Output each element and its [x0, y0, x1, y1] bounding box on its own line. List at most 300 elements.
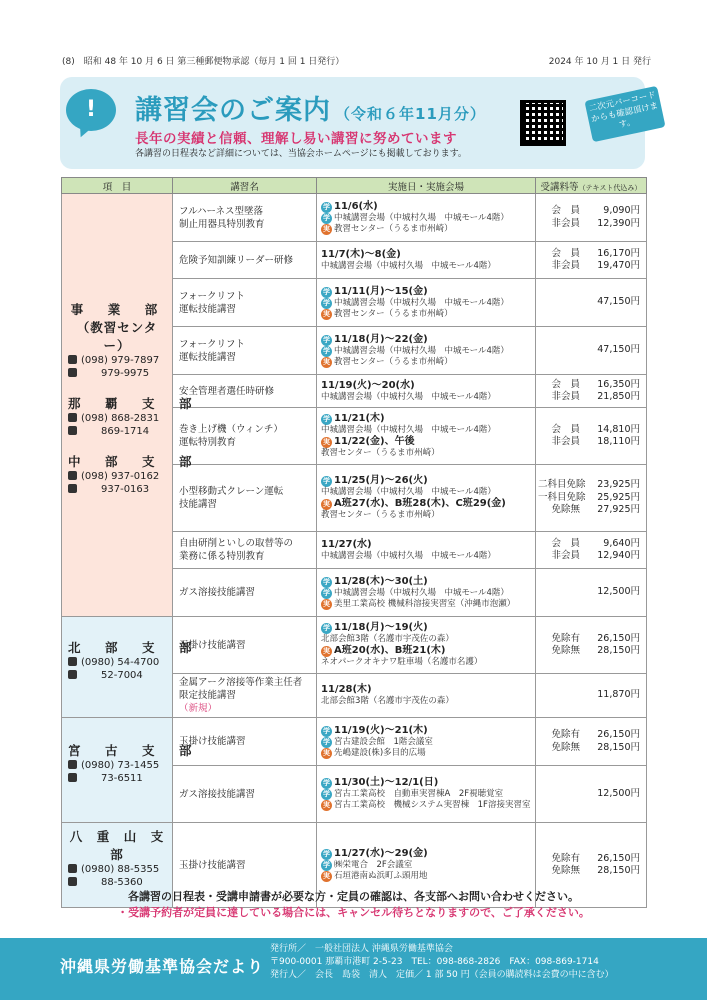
date2-text: A班20(水)、B班21(木) [334, 645, 446, 656]
qr-code[interactable] [520, 100, 566, 146]
venue-text: 中城講習会場（中城村久場 中城モール4階） [321, 425, 496, 435]
venue2-text: 先嶋建設(株)多目的広場 [334, 747, 426, 758]
date-line [321, 684, 531, 696]
jitsu-icon: 実 [323, 872, 330, 880]
venue2-text: 教習センター（うるま市州崎） [321, 510, 440, 520]
date-line [321, 539, 531, 551]
page-header [62, 52, 651, 68]
title-sub: （令和６年11月分） [335, 105, 486, 123]
tel-number: (098) 937-0162 [81, 471, 160, 482]
fee-value: 47,150円 [597, 296, 640, 308]
date-venue [317, 408, 536, 465]
venue-text: 宮古建設会館 1階会議室 [334, 736, 433, 747]
title-main: 講習会のご案内 [135, 95, 331, 126]
qr-tag: 二次元バーコードからも確認頂けます。 [584, 86, 665, 142]
fee-cell [536, 242, 647, 279]
tel-number: (098) 868-2831 [81, 413, 160, 424]
tel-line [68, 470, 166, 483]
fax-number: 73-6511 [101, 773, 143, 784]
fee-row [538, 218, 640, 231]
table-row [62, 194, 647, 242]
fax-icon [68, 877, 77, 886]
fee-cell [536, 375, 647, 408]
venue-text: 中城講習会場（中城村久場 中城モール4階） [334, 212, 509, 223]
course-line: 運転特別教育 [179, 437, 237, 448]
dept-name: 八 重 山 支 部 [69, 829, 178, 862]
fee-value: 28,150円 [597, 865, 640, 876]
course-name [173, 279, 317, 327]
fee-label: 会 員 [551, 423, 580, 435]
fee-value: 9,640円 [603, 537, 640, 549]
fee-row [538, 550, 640, 563]
jitsu-icon: 実 [323, 357, 330, 366]
fee-row [538, 436, 640, 449]
fax-line [68, 425, 166, 438]
venue-line [321, 789, 531, 800]
fee-label: 非会員 [551, 550, 580, 561]
gaku-icon: 学 [323, 588, 330, 597]
gaku-icon: 学 [323, 850, 330, 858]
venue2-text: 教習センター（うるま市州崎） [334, 356, 453, 367]
venue2-line [321, 599, 531, 610]
fee-cell [536, 718, 647, 766]
date-text: 11/18(月)～19(火) [334, 622, 428, 633]
tel-number: (0980) 73-1455 [81, 760, 160, 771]
gaku-icon: 学 [323, 213, 330, 222]
fee-label: 二科目免除 [538, 479, 586, 491]
phone-icon [68, 760, 77, 769]
venue-line [321, 261, 531, 272]
venue-line [321, 634, 531, 645]
date2-line [321, 498, 531, 510]
fee-row [538, 479, 640, 492]
exclamation-bubble-icon: ! [66, 89, 116, 131]
fax-icon [68, 773, 77, 782]
venue2-text: 教習センター（うるま市州崎） [321, 448, 440, 458]
date-venue [317, 617, 536, 674]
fee-row [538, 379, 640, 392]
course-line: 運転技能講習 [179, 303, 237, 315]
tel-line [68, 863, 166, 876]
date-line [321, 622, 531, 634]
date-line [321, 413, 531, 425]
dept-block [68, 300, 166, 380]
gaku-icon: 学 [323, 202, 330, 211]
gaku-icon: 学 [323, 737, 330, 746]
gaku-icon: 学 [323, 298, 330, 307]
venue2-line [321, 871, 531, 882]
fee-value: 12,500円 [597, 787, 640, 799]
fee-label: 免除無 [551, 865, 580, 876]
date-line [321, 777, 531, 789]
fee-value: 16,350円 [597, 378, 640, 390]
date-text: 11/21(木) [334, 413, 385, 424]
phone-icon [68, 864, 77, 873]
course-line: 技能講習 [179, 499, 218, 510]
date-venue [317, 327, 536, 375]
fee-label: 一科目免除 [538, 491, 586, 503]
fee-row [538, 538, 640, 551]
venue-line [321, 213, 531, 224]
tel-number: (0980) 54-4700 [81, 657, 160, 668]
date-line [321, 576, 531, 588]
dept-cell [62, 617, 198, 718]
fee-label: 会 員 [551, 247, 580, 259]
venue2-line [321, 448, 531, 459]
fee-value: 26,150円 [597, 632, 640, 644]
venue2-line [321, 800, 531, 811]
table-row [62, 718, 647, 766]
fax-number: 869-1714 [101, 426, 150, 437]
fax-number: 88-5360 [101, 877, 143, 888]
course-line: 小型移動式クレーン運転 [179, 486, 284, 497]
date-venue [317, 375, 536, 408]
date-line [321, 286, 531, 298]
date-venue [317, 674, 536, 718]
fee-value: 12,390円 [597, 217, 640, 229]
fee-cell [536, 532, 647, 569]
date-text: 11/18(月)～22(金) [334, 333, 428, 345]
fax-icon [68, 670, 77, 679]
course-line: フォークリフト [179, 290, 246, 302]
fax-number: 979-9975 [101, 368, 150, 379]
tel-line [68, 412, 166, 425]
fee-row [538, 205, 640, 218]
venue-line [321, 551, 531, 562]
fee-cell [536, 194, 647, 242]
publication-name: 沖縄県労働基準協会だより [60, 957, 265, 976]
fax-line [68, 367, 166, 380]
venue-line [321, 487, 531, 498]
fee-row [538, 391, 640, 404]
date2-line [321, 436, 531, 448]
fee-value: 16,170円 [597, 247, 640, 259]
schedule-table [61, 177, 647, 908]
fee-value: 27,925円 [597, 504, 640, 516]
course-line: フルハーネス型墜落 [179, 205, 263, 217]
table-row [62, 617, 647, 674]
fee-label: 受講料等 [540, 181, 579, 193]
date-line [321, 249, 531, 261]
date-text: 11/11(月)～15(金) [334, 285, 428, 297]
fee-row [538, 504, 640, 517]
course-name [173, 242, 317, 279]
banner-note: 各講習の日程表など詳細については、当協会ホームページにも掲載しております。 [135, 149, 467, 159]
date-venue [317, 766, 536, 823]
tel-line [68, 656, 166, 669]
fee-value: 28,150円 [597, 741, 640, 753]
date-venue [317, 532, 536, 569]
fax-number: 937-0163 [101, 484, 150, 495]
fee-cell [536, 327, 647, 375]
fee-row [538, 788, 640, 801]
phone-icon [68, 471, 77, 480]
gaku-icon: 学 [323, 335, 330, 344]
dept-block [68, 827, 178, 889]
fee-value: 19,470円 [597, 260, 640, 271]
venue-text: 中城講習会場（中城村久場 中城モール4階） [321, 487, 496, 497]
fee-value: 47,150円 [597, 344, 640, 356]
venue2-line [321, 224, 531, 235]
fee-cell [536, 569, 647, 617]
tel-number: (0980) 88-5355 [81, 864, 160, 875]
venue-line [321, 588, 531, 599]
fee-row [538, 260, 640, 273]
publisher-line: 発行所／ 一般社団法人 沖縄県労働基準協会 [270, 944, 453, 954]
footer-line1: 各講習の日程表・受講申請書が必要な方・定員の確認は、各支部へお問い合わせください。 [128, 890, 579, 903]
fee-value: 11,870円 [597, 689, 640, 701]
fee-label: 会 員 [551, 537, 580, 549]
fee-value: 26,150円 [597, 729, 640, 740]
fee-label: 免除無 [551, 741, 580, 753]
gaku-icon: 学 [323, 346, 330, 355]
fax-number: 52-7004 [101, 670, 143, 681]
header-right: 2024 年 10 月 1 日 発行 [548, 56, 651, 67]
date-line [321, 201, 531, 213]
venue-text: ㈱栄電合 2F会議室 [334, 860, 413, 870]
venue-line [321, 696, 531, 707]
course-line: 玉掛け技能講習 [179, 859, 246, 871]
fee-cell [536, 766, 647, 823]
venue-line [321, 298, 531, 309]
fee-row [538, 296, 640, 309]
fee-label: 免除有 [551, 632, 580, 644]
venue-text: 中城講習会場（中城村久場 中城モール4階） [334, 587, 509, 598]
course-name [173, 465, 317, 532]
footer-line2: ・受講予約者が定員に達している場合には、キャンセル待ちとなりますので、ご了承ください。 [117, 906, 590, 919]
jitsu-icon: 実 [323, 438, 330, 446]
course-line: 安全管理者選任時研修 [179, 385, 275, 397]
fee-value: 21,850円 [597, 391, 640, 402]
course-name [173, 569, 317, 617]
venue2-text: 美里工業高校 機械科溶接実習室（沖縄市泡瀬） [334, 598, 516, 609]
date-text: 11/27(水) [321, 538, 372, 550]
fee-label: 会 員 [551, 378, 580, 390]
fax-icon [68, 484, 77, 493]
venue2-text: ネオパークオキナワ駐車場（名護市名護） [321, 657, 483, 667]
date-text: 11/7(木)～8(金) [321, 248, 401, 260]
venue2-text: 教習センター（うるま市州崎） [334, 223, 453, 234]
course-name [173, 766, 317, 823]
date-venue [317, 242, 536, 279]
venue-text: 北部会館3階（名護市宇茂佐の森） [321, 696, 454, 706]
gaku-icon: 学 [323, 577, 330, 586]
date-venue [317, 194, 536, 242]
venue-text: 中城講習会場（中城村久場 中城モール4階） [321, 260, 496, 271]
course-name [173, 327, 317, 375]
date-text: 11/19(火)～21(木) [334, 724, 428, 736]
dept-name: 中 部 支 部 [68, 454, 198, 469]
jitsu-icon: 実 [323, 309, 330, 318]
fee-row [538, 645, 640, 658]
venue2-line [321, 657, 531, 668]
gaku-icon: 学 [323, 624, 330, 632]
fee-label: 免除無 [551, 645, 580, 656]
subtitle: 長年の実績と信頼、理解し易い講習に努めています [135, 131, 457, 147]
gaku-icon: 学 [323, 726, 330, 735]
fee-row [538, 729, 640, 742]
gaku-icon: 学 [323, 477, 330, 485]
date-text: 11/25(月)～26(火) [334, 475, 428, 486]
course-line: フォークリフト [179, 338, 246, 350]
course-name [173, 617, 317, 674]
course-line: 業務に係る特別教育 [179, 551, 265, 562]
gaku-icon: 学 [323, 415, 330, 423]
venue2-text: 宮古工業高校 機械システム実習棟 1F溶接実習室 [334, 800, 531, 810]
course-line: 制止用器具特別教育 [179, 218, 265, 230]
date-text: 11/30(土)～12/1(日) [334, 777, 439, 788]
date-text: 11/27(水)～29(金) [334, 848, 428, 859]
dept-block [68, 452, 198, 496]
phone-icon [68, 413, 77, 422]
course-line: 玉掛け技能講習 [179, 639, 246, 651]
date-line [321, 334, 531, 346]
fee-cell [536, 279, 647, 327]
dept-name: 事 業 部 [70, 302, 164, 317]
fee-label: 免除無 [551, 504, 580, 516]
bottom-bar [0, 938, 707, 1000]
fee-row [538, 492, 640, 505]
venue2-line [321, 357, 531, 368]
fee-row [538, 633, 640, 646]
gaku-icon: 学 [323, 790, 330, 798]
venue2-line [321, 309, 531, 320]
dept-cell [62, 194, 198, 617]
course-line: 玉掛け技能講習 [179, 736, 246, 747]
gaku-icon: 学 [323, 861, 330, 869]
course-line: 自由研削といしの取替等の [179, 538, 294, 549]
fee-row [538, 689, 640, 702]
date-venue [317, 569, 536, 617]
course-name [173, 532, 317, 569]
date-line [321, 848, 531, 860]
fee-value: 25,925円 [597, 491, 640, 503]
jitsu-icon: 実 [323, 500, 330, 508]
dept-sub: （教習センター） [76, 320, 158, 353]
address-line: 〒900-0001 那覇市港町 2-5-23 TEL：098-868-2826 FAX：098-869-1714 [270, 957, 599, 967]
course-line: 運転技能講習 [179, 351, 237, 363]
jitsu-icon: 実 [323, 224, 330, 233]
fee-label: 非会員 [551, 391, 580, 402]
fax-line [68, 483, 166, 496]
fee-label: 非会員 [551, 260, 580, 271]
dept-block [68, 741, 198, 785]
date-text: 11/28(木)～30(土) [334, 575, 428, 587]
course-line: 限定技能講習 [179, 690, 237, 701]
fee-label: 非会員 [551, 436, 580, 447]
date-text: 11/28(木) [321, 684, 372, 695]
fee-cell [536, 408, 647, 465]
fee-value: 12,500円 [597, 586, 640, 598]
fee-label: 免除有 [551, 852, 580, 864]
fee-label: 非会員 [551, 217, 580, 229]
dept-block [68, 638, 198, 682]
venue2-line [321, 510, 531, 521]
date2-text: A班27(水)、B班28(木)、C班29(金) [334, 498, 506, 509]
col-course: 講習名 [173, 178, 317, 194]
date-venue [317, 279, 536, 327]
course-name [173, 674, 317, 718]
fee-row [538, 586, 640, 599]
venue-line [321, 346, 531, 357]
jitsu-icon: 実 [323, 801, 330, 809]
fee-label: 免除有 [551, 729, 580, 740]
venue-line [321, 425, 531, 436]
tel-number: (098) 979-7897 [81, 355, 160, 366]
dept-block [68, 394, 198, 438]
dept-name: 宮 古 支 部 [68, 743, 198, 758]
fax-icon [68, 368, 77, 377]
header-left: (8) 昭和 48 年 10 月 6 日 第三種郵便物承認（毎月 1 回 1 日発行） [62, 56, 345, 67]
venue-text: 中城講習会場（中城村久場 中城モール4階） [321, 550, 496, 561]
date-line [321, 725, 531, 737]
course-name [173, 718, 317, 766]
phone-icon [68, 355, 77, 364]
venue-line [321, 392, 531, 403]
date-venue [317, 718, 536, 766]
venue-line [321, 737, 531, 748]
date-line [321, 475, 531, 487]
venue-text: 北部会館3階（名護市宇茂佐の森） [321, 634, 454, 644]
fee-value: 12,940円 [597, 550, 640, 561]
fee-value: 23,925円 [597, 479, 640, 491]
table-header-row [62, 178, 647, 194]
tel-line [68, 759, 166, 772]
gaku-icon: 学 [323, 779, 330, 787]
fee-value: 9,090円 [603, 205, 640, 216]
fee-row [538, 865, 640, 878]
date-text: 11/6(水) [334, 200, 378, 212]
course-line: 危険予知訓練リーダー研修 [179, 254, 294, 266]
fee-row [538, 424, 640, 437]
fee-value: 26,150円 [597, 852, 640, 864]
venue2-text: 教習センター（うるま市州崎） [334, 308, 453, 319]
date2-line [321, 645, 531, 657]
date-venue [317, 465, 536, 532]
publisher-info [270, 943, 614, 982]
date-text: 11/19(火)～20(水) [321, 379, 415, 391]
venue-line [321, 860, 531, 871]
fee-cell [536, 617, 647, 674]
fee-cell [536, 674, 647, 718]
venue2-line [321, 748, 531, 759]
fee-row [538, 853, 640, 866]
date-line [321, 380, 531, 392]
fee-value: 28,150円 [597, 645, 640, 656]
fee-value: 18,110円 [597, 436, 640, 447]
course-line: ガス溶接技能講習 [179, 587, 256, 598]
phone-icon [68, 657, 77, 666]
fee-value: 14,810円 [597, 423, 640, 435]
fax-line [68, 669, 166, 682]
course-line: ガス溶接技能講習 [179, 788, 256, 800]
col-item: 項 目 [62, 178, 173, 194]
date2-text: 11/22(金)、午後 [334, 436, 415, 447]
course-line: 金属アーク溶接等作業主任者 [179, 677, 303, 688]
dept-name: 北 部 支 部 [68, 640, 198, 655]
dept-cell [62, 718, 198, 823]
jitsu-icon: 実 [323, 647, 330, 655]
page-title [135, 88, 486, 127]
fax-line [68, 772, 166, 785]
course-line: 巻き上げ機（ウィンチ） [179, 424, 283, 435]
fee-row [538, 248, 640, 261]
fee-note: （テキスト代込み） [578, 183, 642, 192]
fax-icon [68, 426, 77, 435]
venue-text: 中城講習会場（中城村久場 中城モール4階） [334, 345, 509, 356]
tel-line [68, 354, 166, 367]
venue2-text: 石垣港南ぬ浜町ふ頭用地 [334, 871, 428, 881]
